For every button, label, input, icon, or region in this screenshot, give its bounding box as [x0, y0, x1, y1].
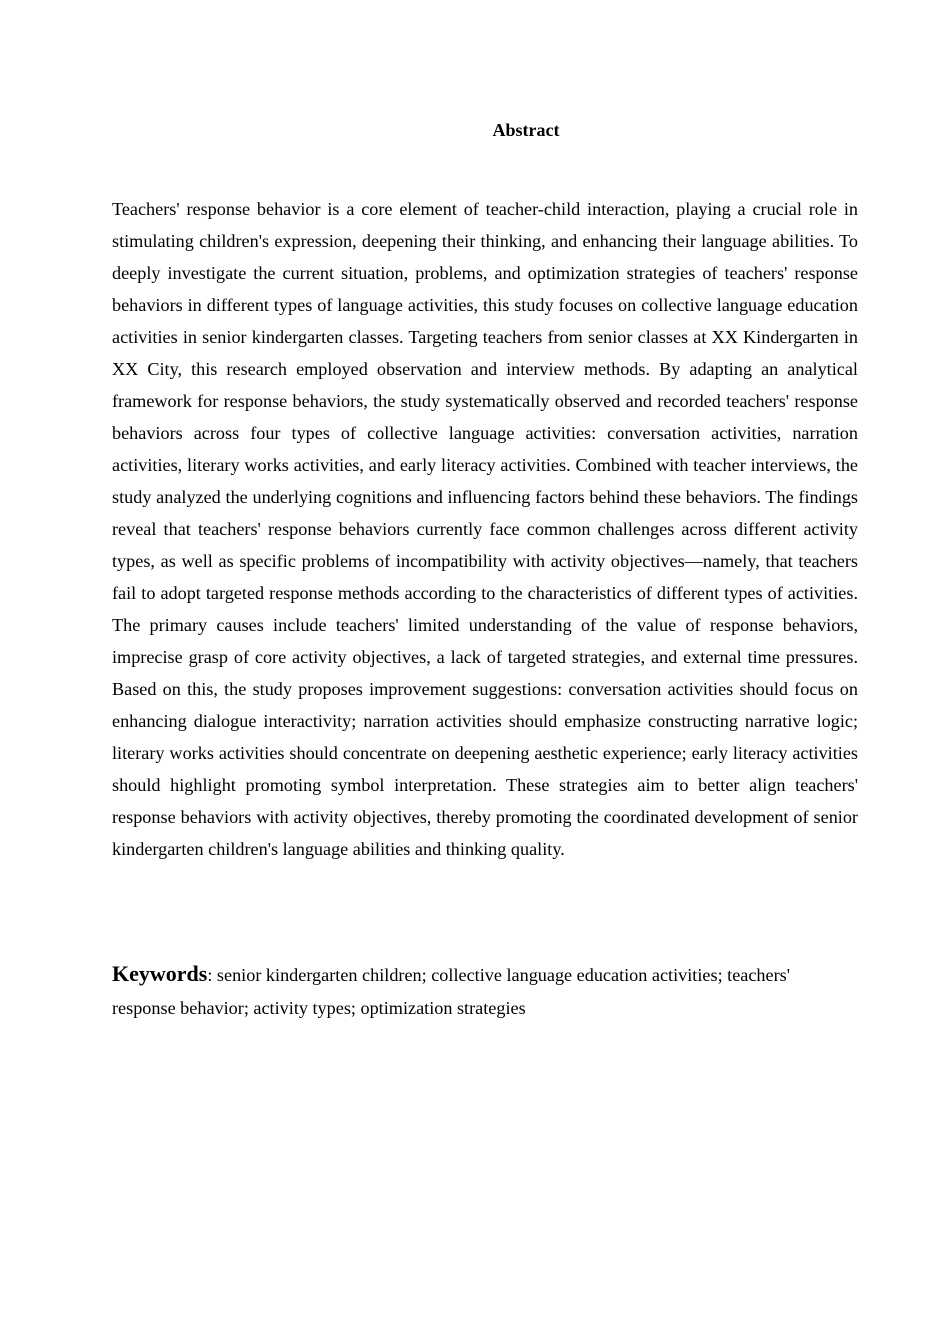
keywords-label: Keywords — [112, 961, 208, 986]
keywords-text: : senior kindergarten children; collective language education activities; teachers' response behavior; activity types; optimization strategies — [112, 965, 791, 1018]
abstract-heading: Abstract — [492, 120, 560, 140]
keywords-line — [112, 957, 858, 1025]
abstract-paragraph: Teachers' response behavior is a core element of teacher-child interaction, playing a crucial role in stimulating children's expression, deepening their thinking, and enhancing their language abilities. To deeply investigate the current situation, problems, and optimization strategies of teachers' response behaviors in different types of language activities, this study focuses on collective language education activities in senior kindergarten classes. Targeting teachers from senior classes at XX Kindergarten in XX City, this research employed observation and interview methods. By adapting an analytical framework for response behaviors, the study systematically observed and recorded teachers' response behaviors across four types of collective language activities: conversation activities, narration activities, literary works activities, and early literacy activities. Combined with teacher interviews, the study analyzed the underlying cognitions and influencing factors behind these behaviors. The findings reveal that teachers' response behaviors currently face common challenges across different activity types, as well as specific problems of incompatibility with activity objectives—namely, that teachers fail to adopt targeted response methods according to the characteristics of different types of activities. The primary causes include teachers' limited understanding of the value of response behaviors, imprecise grasp of core activity objectives, a lack of targeted strategies, and external time pressures. Based on this, the study proposes improvement suggestions: conversation activities should focus on enhancing dialogue interactivity; narration activities should emphasize constructing narrative logic; literary works activities should concentrate on deepening aesthetic experience; early literacy activities should highlight promoting symbol interpretation. These strategies aim to better align teachers' response behaviors with activity objectives, thereby promoting the coordinated development of senior kindergarten children's language abilities and thinking quality. — [112, 199, 858, 859]
